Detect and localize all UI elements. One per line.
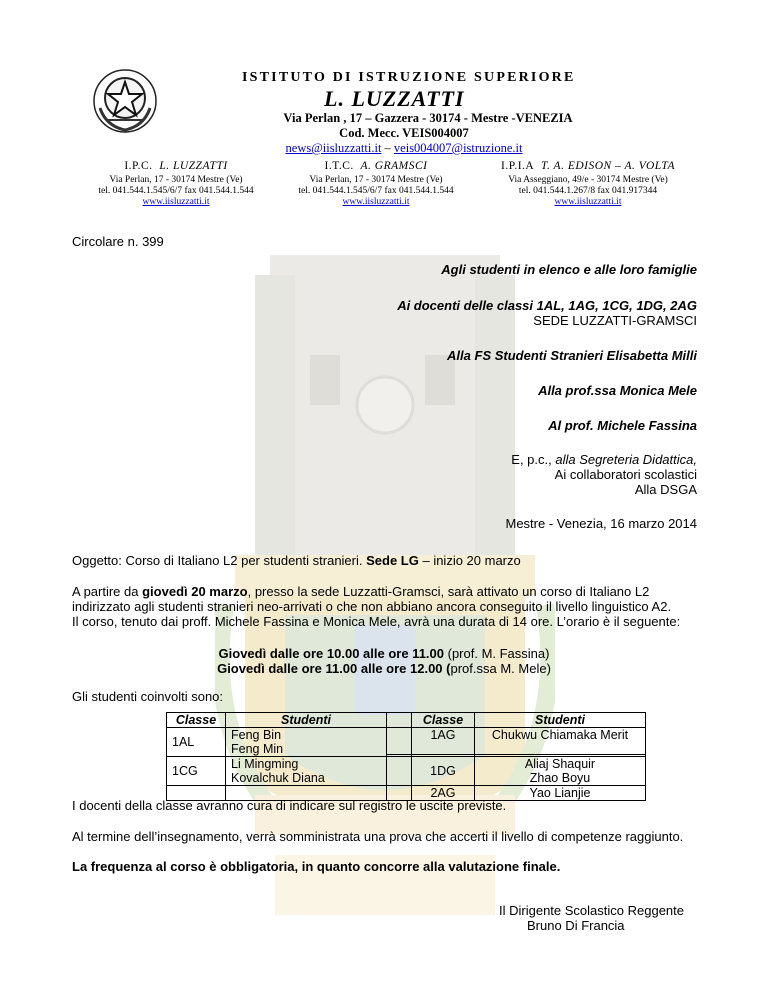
- schedule-line-1: Giovedì dalle ore 10.00 alle ore 11.00 (prof. M. Fassina): [218, 646, 550, 661]
- institute-address: Via Perlan , 17 – Gazzera - 30174 - Mestre -VENEZIA: [283, 111, 573, 125]
- intro-paragraph-line1: A partire da giovedì 20 marzo, presso la sede Luzzatti-Gramsci, sarà attivato un corso di Italiano L2: [72, 584, 650, 599]
- document-date: Mestre - Venezia, 16 marzo 2014: [505, 516, 697, 531]
- branch-itc-link[interactable]: www.iisluzzatti.it: [342, 197, 410, 207]
- table-row: 2AG Yao Lianjie: [167, 786, 646, 801]
- table-row: 1AL Feng Bin Feng Min 1AG Chukwu Chiamaka Merit: [167, 728, 646, 755]
- table-header-classe-left: Classe: [167, 713, 226, 728]
- prova-paragraph: Al termine dell’insegnamento, verrà somministrata una prova che accerti il livello di competenze raggiunto.: [72, 829, 684, 844]
- signature-role: Il Dirigente Scolastico Reggente: [499, 903, 684, 918]
- recipient-teachers: Ai docenti delle classi 1AL, 1AG, 1CG, 1DG, 2AG: [397, 298, 697, 313]
- branch-ipc: I.P.C. L. LUZZATTI Via Perlan, 17 - 30174 Mestre (Ve) tel. 041.544.1.545/6/7 fax 041.544.1.544 www.iisluzzatti.it: [98, 160, 254, 207]
- email-link-news[interactable]: news@iisluzzatti.it: [285, 141, 382, 155]
- students-intro: Gli studenti coinvolti sono:: [72, 689, 224, 704]
- students-table: Classe Studenti Classe Studenti 1AL Feng Bin Feng Min 1AG Chukwu Chiamaka Merit 1CG Li Mingming Kovalchuk Diana 1DG Aliaj Shaquir Zhao Boyu 2AG Yao Lianjie: [166, 712, 646, 801]
- table-header-studenti-left: Studenti: [226, 713, 387, 728]
- recipient-dsga: Alla DSGA: [634, 482, 697, 497]
- recipient-collaboratori: Ai collaboratori scolastici: [554, 467, 697, 482]
- intro-paragraph-line2: indirizzato agli studenti stranieri neo-arrivati o che non abbiano ancora conseguito il livello linguistico A2.: [72, 599, 672, 614]
- branch-ipc-link[interactable]: www.iisluzzatti.it: [142, 197, 210, 207]
- recipient-students: Agli studenti in elenco e alle loro famiglie: [441, 262, 697, 277]
- circolare-number: Circolare n. 399: [72, 234, 164, 249]
- branch-ipia-link[interactable]: www.iisluzzatti.it: [554, 197, 622, 207]
- branch-itc: I.T.C. A. GRAMSCI Via Perlan, 17 - 30174 Mestre (Ve) tel. 041.544.1.545/6/7 fax 041.544.1.544 www.iisluzzatti.it: [298, 160, 454, 207]
- registro-paragraph: I docenti della classe avranno cura di indicare sul registro le uscite previste.: [72, 798, 507, 813]
- branch-ipia: I.P.I.A T. A. EDISON – A. VOLTA Via Asseggiano, 49/e - 30174 Mestre (Ve) tel. 041.544.1.267/8 fax 041.917344 www.iisluzzatti.it: [501, 160, 675, 207]
- institute-emails: news@iisluzzatti.it – veis004007@istruzione.it: [285, 141, 523, 155]
- institute-type: ISTITUTO DI ISTRUZIONE SUPERIORE: [242, 70, 576, 85]
- frequenza-paragraph: La frequenza al corso è obbligatoria, in quanto concorre alla valutazione finale.: [72, 859, 561, 874]
- recipient-site: SEDE LUZZATTI-GRAMSCI: [533, 313, 697, 328]
- email-link-istruzione[interactable]: veis004007@istruzione.it: [393, 141, 523, 155]
- recipient-fassina: Al prof. Michele Fassina: [548, 418, 697, 433]
- table-header-classe-right: Classe: [412, 713, 475, 728]
- institute-code: Cod. Mecc. VEIS004007: [339, 126, 469, 140]
- subject-line: Oggetto: Corso di Italiano L2 per studenti stranieri. Sede LG – inizio 20 marzo: [72, 553, 521, 568]
- schedule-line-2: Giovedì dalle ore 11.00 alle ore 12.00 (prof.ssa M. Mele): [217, 661, 551, 676]
- institute-name: L. LUZZATTI: [324, 86, 465, 111]
- recipient-fs: Alla FS Studenti Stranieri Elisabetta Milli: [447, 348, 697, 363]
- recipient-mele: Alla prof.ssa Monica Mele: [538, 383, 697, 398]
- recipient-cc: E, p.c., alla Segreteria Didattica,: [511, 452, 697, 467]
- intro-paragraph-line3: Il corso, tenuto dai proff. Michele Fassina e Monica Mele, avrà una durata di 14 ore. L’orario è il seguente:: [72, 614, 681, 629]
- signature-name: Bruno Di Francia: [527, 918, 625, 933]
- table-header-studenti-right: Studenti: [475, 713, 646, 728]
